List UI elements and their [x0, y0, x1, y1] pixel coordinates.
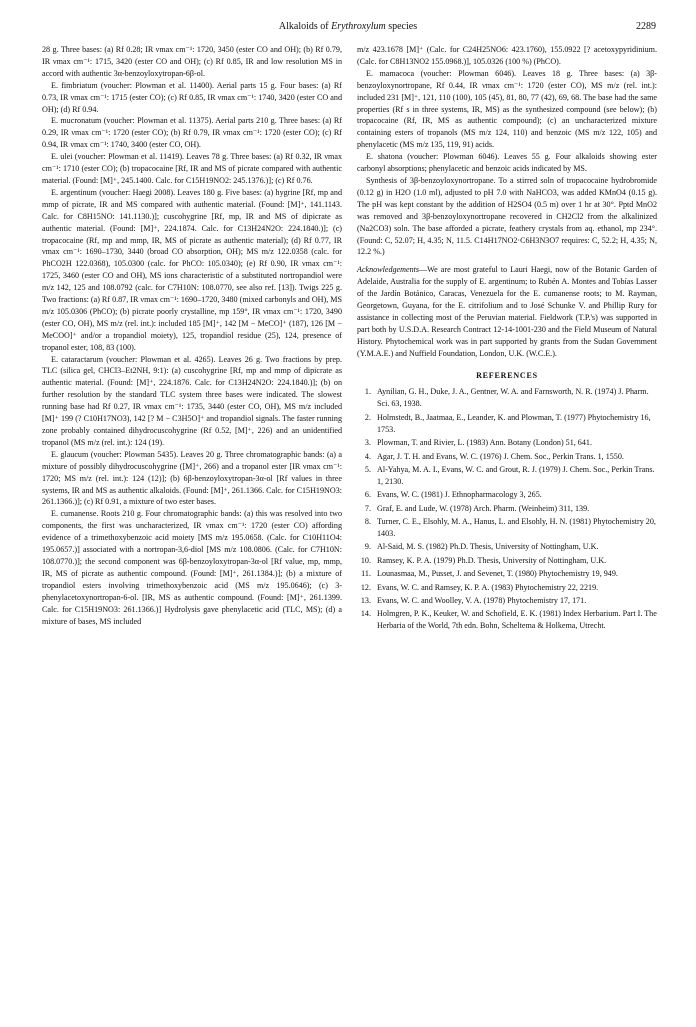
running-title-prefix: Alkaloids of — [278, 21, 332, 32]
reference-text: Aynilian, G. H., Duke, J. A., Gentner, W. A. and Farnsworth, N. R. (1974) J. Pharm. Sci. 63, 1938. — [377, 387, 649, 409]
reference-text: Holmgren, P. K., Keuker, W. and Schofield, E. K. (1981) Index Herbarium. Part I. The Herbaria of the World, 7th edn. Bohn, Scheltema & Holkema, Utrecht. — [377, 609, 657, 631]
left-paragraph-5: E. argentinum (voucher: Haegi 2008). Leaves 180 g. Five bases: (a) hygrine [Rf, mp and mmp of picrate, IR and MS compared with authentic material. (Found: [M]⁺, 141.1143. Calc. for C8H15NO: 141.1130.)]; cuscohygrine [Rf, mp, IR and MS of dipicrate as authentic material. (Found: [M]⁺, 224.1874. Calc. for C13H24N2O: 224.1840.)]; (c) tropacocaine (Rf, mp and mmp, IR, MS of picrate as authentic material); (d) Rf 0.77, IR νmax cm⁻¹: 1690–1730, 3440 (broad CO absorption, OH); MS m/z 122.0358 (calc. for PhCO2H 122.0368), 105.0300 (calc. for PhCO: 105.0340); (e) Rf 0.90, IR νmax cm⁻¹: 1725, 3460 (ester CO and OH), MS ions characteristic of a substituted nortropandiol were m/z 142, 125 and 108.0792 (calc. for C7H10N: 108.0770, see also ref. [13]). Twigs 225 g. Two fractions: (a) Rf 0.87, IR νmax cm⁻¹: 1690–1720, 3480 (mixed carbonyls and OH), MS m/z 105.0306 (PhCO); (b) picrate poorly crystalline, mp 159°, IR νmax cm⁻¹: 1720, 3490 (ester CO, OH), MS m/z (rel. int.): included 185 [M]⁺, 142 [M − MeCO]⁺ (187), 126 [M − MeCOO]⁺ and/or a tropandiol moiety), 125, tropandiol residue (25), 124, presence of tropanol ester, 108, 83 (100). — [42, 187, 342, 352]
reference-number: 12. — [360, 582, 371, 592]
reference-text: Evans, W. C. and Ramsey, K. P. A. (1983) Phytochemistry 22, 2219. — [377, 582, 599, 592]
reference-item — [357, 386, 657, 410]
reference-number: 5. — [364, 464, 371, 474]
reference-text: Al-Yahya, M. A. I., Evans, W. C. and Grout, R. J. (1979) J. Chem. Soc., Perkin Trans. 1, 2130. — [377, 464, 655, 486]
right-paragraph-2: E. mamacoca (voucher: Plowman 6046). Leaves 18 g. Three bases: (a) 3β-benzoyloxynortropane, Rf 0.44, IR νmax cm⁻¹: 1720 (ester CO), MS m/z (rel. int.): included 231 [M]⁺, 121, 110 (100), 105 (45), 81, 80, 77 (42), 69, 68. The base had the same properties (Rf s in three systems, IR, MS) as the synthesized compound (see below); (b) tropacocaine (Rf, IR, MS as authentic compound); (c) an uncharacterized mixture containing esters of tropanols (MS m/z 124, 110) and benzoic (MS m/z 122, 105) and phenylacetic (MS m/z 135, 119, 91) acids. — [357, 68, 657, 150]
left-paragraph-2: E. fimbriatum (voucher: Plowman et al. 11400). Aerial parts 15 g. Four bases: (a) Rf 0.73, IR νmax cm⁻¹: 1715 (ester CO); (c) Rf 0.85, IR νmax cm⁻¹: 1740, 3420 (ester CO and OH); (d) Rf 0.94. — [42, 80, 342, 114]
reference-number: 2. — [364, 412, 371, 422]
reference-item — [357, 451, 657, 463]
left-paragraph-8: E. cumanense. Roots 210 g. Four chromatographic bands: (a) this was resolved into two components, the first was uncharacterized, IR νmax cm⁻¹: 1720 (ester CO) affording evidence of a trimethoxybenzoic acid moiety [MS m/z 195.0658. (Calc. for C10H11O4: 195.0657.)] associated with a nortropan-3,6-diol [MS m/z 108.0806. (Calc. for C7H10N: 108.0770.)]; the second component was 6β-benzoyloxytropan-3α-ol [Rf value, mp, mmp, IR, MS of picrate as authentic compound. (Found: [M]⁺, 261.1384.)]; (b) a mixture of tropandiol esters involving trimethoxybenzoic acid (MS m/z 195.0646); (c) 3-phenylacetoxynortropan-6-ol. [IR, MS as authentic compound. (Found: [M]⁺, 261.1399. Calc. for C15H19NO3: 261.1366.)] Hydrolysis gave phenylacetic acid (TLC, MS); (d) a mixture of bases, MS included — [42, 509, 342, 626]
left-paragraph-4: E. ulei (voucher: Plowman et al. 11419). Leaves 78 g. Three bases: (a) Rf 0.32, IR νmax cm⁻¹: 1710 (ester CO); (b) tropacocaine [Rf, IR and MS of picrate compared with authentic material. (Found: [M]⁺, 245.1400. Calc. for C15H19NO2: 245.1376.)]; (c) Rf 0.76. — [42, 152, 342, 185]
right-column — [357, 44, 657, 634]
right-paragraph-1: m/z 423.1678 [M]⁺ (Calc. for C24H25NO6: 423.1760), 155.0922 [? acetoxypyridinium. (Calc. for C8H13NO2 155.0968.)], 105.0326 (100 %) (PhCO). — [357, 45, 657, 66]
reference-number: 6. — [364, 490, 371, 500]
acknowledgements-text: —We are most grateful to Lauri Haegi, now of the Botanic Garden of Adelaide, Australia for the supply of E. argentinum; to Rubén A. Montes and Tobías Lasser of the Jardín Botánico, Caracas, Venezuela for the E. cumanense roots; to M. Rayman, Georgetown, Guyana, for the E. citrifolium and to José Schunke V. and Phillip Rury for assistance in collecting most of the Peruvian material. Fieldwork (T.P.'s) was supported in part both by U.S.D.A. Research Contract 12-14-1001-230 and the Field Museum of Natural History. Phytochemical work was in part supported by grants from the Sudan Government (Y.M.A.E.) and Nuffield Foundation, London, U.K. (W.C.E.). — [357, 265, 657, 358]
reference-text: Al-Said, M. S. (1982) Ph.D. Thesis, University of Nottingham, U.K. — [377, 542, 599, 552]
reference-item — [357, 437, 657, 449]
reference-text: Holmstedt, B., Jaatmaa, E., Leander, K. and Plowman, T. (1977) Phytochemistry 16, 1753. — [377, 412, 651, 434]
reference-item — [357, 503, 657, 515]
reference-text: Turner, C. E., Elsohly, M. A., Hanus, L. and Elsohly, H. N. (1981) Phytochemistry 20, 1403. — [377, 517, 656, 538]
reference-text: Graf, E. and Lude, W. (1978) Arch. Pharm. (Weinheim) 311, 139. — [377, 503, 590, 513]
references-heading: REFERENCES — [476, 370, 538, 380]
reference-number: 3. — [364, 438, 371, 448]
reference-number: 1. — [364, 387, 371, 397]
reference-text: Ramsey, K. P. A. (1979) Ph.D. Thesis, University of Nottingham, U.K. — [377, 555, 607, 565]
reference-text: Evans, W. C. and Woolley, V. A. (1978) Phytochemistry 17, 171. — [377, 595, 587, 605]
left-column — [42, 44, 342, 627]
running-header — [40, 21, 656, 35]
reference-item — [357, 516, 657, 540]
reference-item — [357, 489, 657, 501]
reference-number: 13. — [360, 595, 371, 605]
reference-list — [357, 386, 657, 632]
reference-number: 10. — [360, 555, 371, 565]
reference-item — [357, 541, 657, 553]
reference-text: Plowman, T. and Rivier, L. (1983) Ann. Botany (London) 51, 641. — [377, 438, 592, 448]
left-paragraph-7: E. glaucum (voucher: Plowman 5435). Leaves 20 g. Three chromatographic bands: (a) a mixture of possibly dihydrocuscohygrine ([M]⁺, 266) and a tropanol ester [IR νmax cm⁻¹: 1720; MS m/z (rel. int.): 124 (12)]; (b) 6β-benzoyloxytropan-3α-ol [Rf values in three systems, IR and MS as authentic alkaloids. (Found: [M]⁺, 261.1366. Calc. for C15H19NO3: 261.1366.)]; (c) Rf 0.91, a mixture of two ester bases. — [42, 449, 342, 507]
reference-number: 9. — [364, 542, 371, 552]
left-paragraph-1: 28 g. Three bases: (a) Rf 0.28; IR νmax cm⁻¹: 1720, 3450 (ester CO and OH); (b) Rf 0.79, IR νmax cm⁻¹: 1715, 3420 (ester CO and OH); (c) Rf 0.85, IR and low resolution MS in accord with authentic 3α-benzoyloxytropan-6β-ol. — [42, 45, 342, 78]
right-paragraph-3: E. shatona (voucher: Plowman 6046). Leaves 55 g. Four alkaloids showing ester carbonyl absorptions; phenylacetic and benzoic acids indicated by MS. — [357, 152, 657, 174]
running-title-suffix: species — [385, 21, 418, 32]
reference-item — [357, 608, 657, 632]
acknowledgements — [357, 264, 657, 359]
reference-number: 7. — [364, 503, 371, 513]
reference-text: Lounasmaa, M., Pusset, J. and Sevenet, T. (1980) Phytochemistry 19, 949. — [377, 569, 618, 579]
reference-number: 14. — [360, 609, 371, 619]
reference-number: 4. — [364, 451, 371, 461]
reference-number: 8. — [364, 517, 371, 527]
reference-number: 11. — [361, 569, 371, 579]
running-title-italic: Erythroxylum — [331, 21, 386, 32]
reference-text: Evans, W. C. (1981) J. Ethnopharmacology 3, 265. — [377, 490, 542, 500]
reference-item — [357, 464, 657, 488]
reference-item — [357, 568, 657, 580]
reference-item — [357, 412, 657, 436]
synthesis-paragraph: Synthesis of 3β-benzoyloxynortropane. To a stirred soln of tropacocaine hydrobromide (0.12 g) in H2O (1.0 ml), adjusted to pH 7.0 with NaHCO3, was added KMnO4 (0.15 g). The pH was kept constant by the addition of H2SO4 (0.5 m) over 1 hr at 30°. Pptd MnO2 was removed and 3β-benzoyloxynortropane recovered in CH2Cl2 from the alkalinized (Na2CO3) soln. The base afforded a picrate, feathery crystals from aq. ethanol, mp 234°. (Found: C, 52.07; H, 4.35; N, 11.5. C14H17NO2·C6H3N3O7 requires: C, 52.2; H, 4.35; N, 12.2 %.) — [357, 175, 657, 257]
left-paragraph-3: E. mucronatum (voucher: Plowman et al. 11375). Aerial parts 210 g. Three bases: (a) Rf 0.29, IR νmax cm⁻¹: 1720 (ester CO); (b) Rf 0.79, IR νmax cm⁻¹: 1720 (ester CO); (c) Rf 0.94, IR νmax cm⁻¹: 1740, 3400 (ester CO, OH). — [42, 116, 342, 150]
left-paragraph-6: E. cataractarum (voucher: Plowman et al. 4265). Leaves 26 g. Two fractions by prep. TLC (silica gel, CHCl3–Et2NH, 9:1): (a) cuscohygrine [Rf, mp and mmp of dipicrate as authentic material. (Found: [M]⁺, 224.1876. Calc. for C13H24N2O: 224.1840.)]; (b) on further resolution by the standard TLC system three bases were indicated. The slowest running base had Rf 0.27, IR νmax cm⁻¹: 1735, 3440 (ester CO, OH), MS m/z included [M]⁺ 199 (? C10H17NO3), 142 [? M − C3H5O]⁺ and tropandiol signals. The faster running zone probably contained dihydrocuscohygrine (Rf 0.52, [M]⁺, 226) and an unidentified tropanol (MS m/z (rel. int.): 124 (19). — [42, 354, 342, 447]
reference-text: Agar, J. T. H. and Evans, W. C. (1976) J. Chem. Soc., Perkin Trans. 1, 1550. — [377, 451, 624, 461]
running-title — [40, 21, 656, 32]
reference-item — [357, 595, 657, 607]
reference-item — [357, 555, 657, 567]
page-number: 2289 — [636, 21, 656, 32]
reference-item — [357, 582, 657, 594]
acknowledgements-label: Acknowledgements — [357, 265, 420, 275]
